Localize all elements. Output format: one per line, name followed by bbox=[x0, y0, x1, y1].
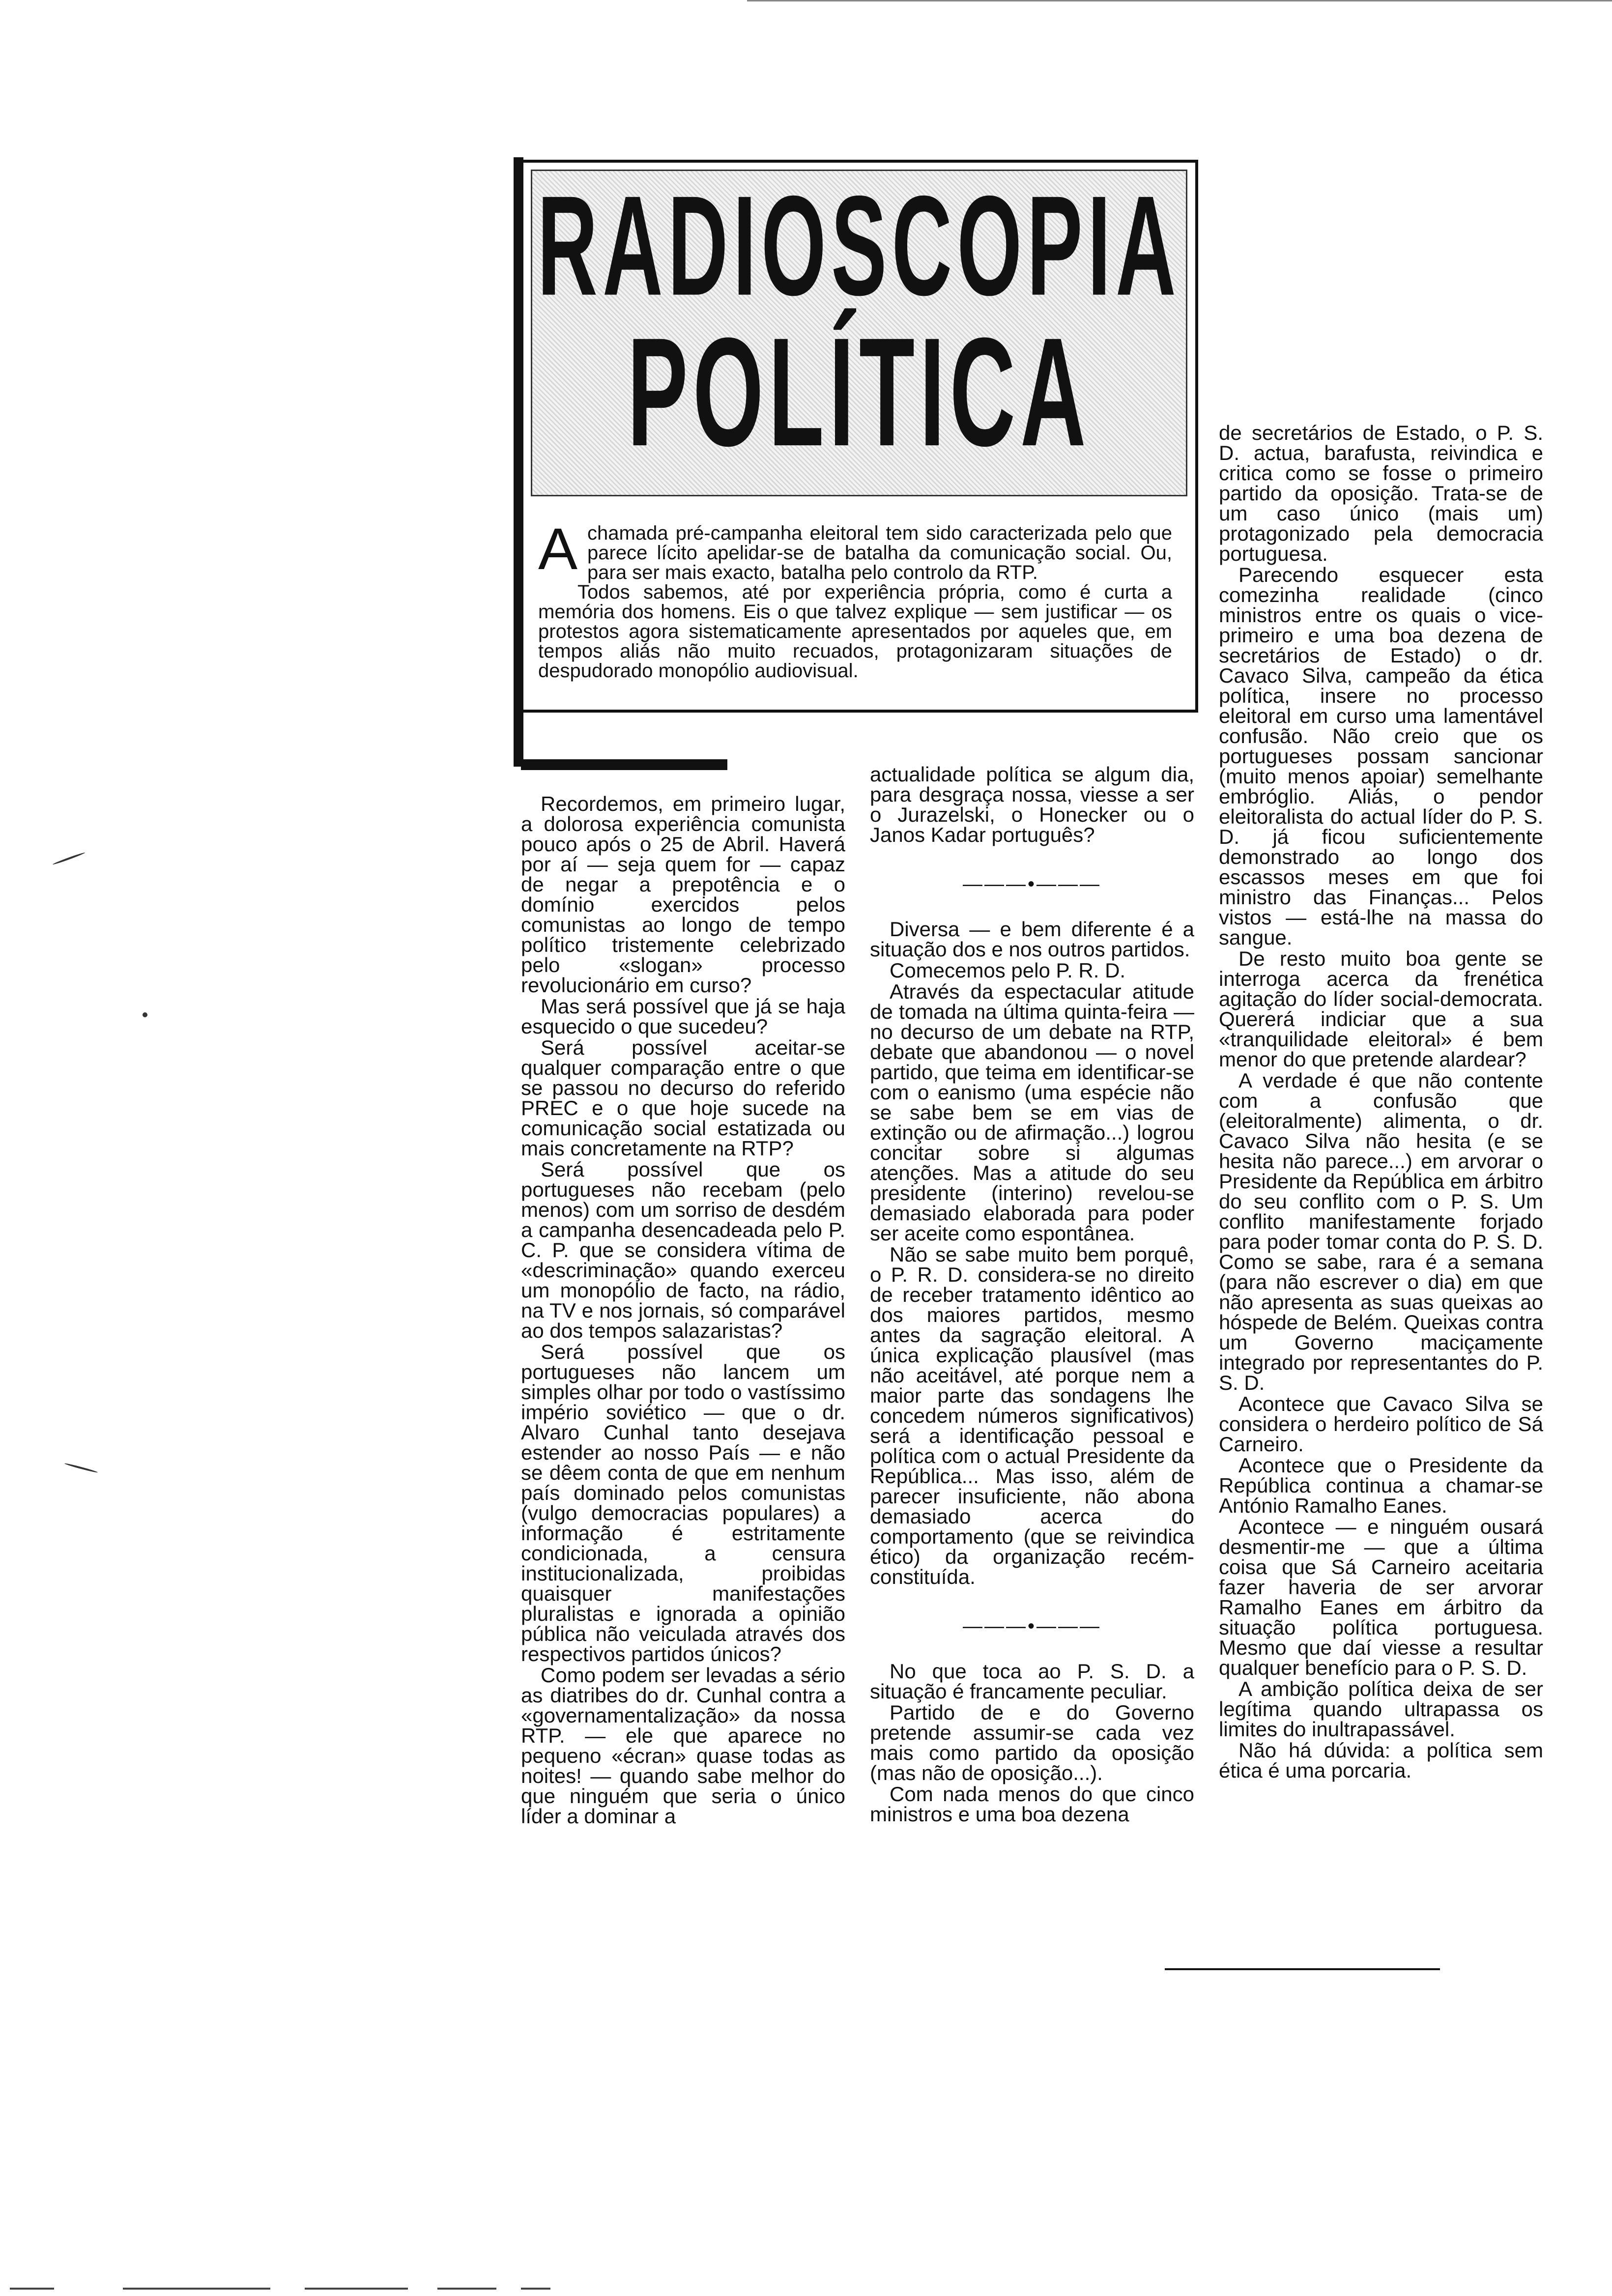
col1-paragraph: Será possível que os portugueses não recebam (pelo menos) com um sorriso de desdém a campanha desencadeada pelo P. C. P. que se considera vítima de «descriminação» quando exerceu um monopólio de facto, na rádio, na TV e nos jornais, só comparável ao dos tempos salazaristas? bbox=[521, 1158, 845, 1342]
col2-paragraph: Diversa — e bem diferente é a situação dos e nos outros partidos. bbox=[870, 918, 1194, 961]
col2-intro: actualidade política se algum dia, para desgraça nossa, viesse a ser o Jurazelski, o Honecker ou o Janos Kadar português? bbox=[870, 763, 1194, 846]
title-line-1: RADIOSCOPIA bbox=[537, 167, 1181, 326]
drop-cap: A bbox=[538, 516, 578, 582]
col2-paragraph: Não se sabe muito bem porquê, o P. R. D. considera-se no direito de receber tratamento idêntico ao dos maiores partidos, mesmo antes da sagração eleitoral. A única explicação plausível (mas não aceitável, até porque nem a maior parte das sondagens lhe concedem números significativos) será a identificação pessoal e política com o actual Presidente da República... Mas isso, além de parecer insuficiente, não abona demasiado acerca do comportamento (que se reivindica ético) da organização recém-constituída. bbox=[870, 1243, 1194, 1588]
separator-mark: ———•——— bbox=[962, 873, 1101, 895]
lead-paragraph bbox=[538, 516, 1172, 682]
section-rule bbox=[521, 759, 727, 770]
col3-paragraph: A verdade é que não contente com a confusão que (eleitoralmente) alimenta, o dr. Cavaco Silva não hesita (e se hesita não parece...) em arvorar o Presidente da República em árbitro do seu conflito com o P. S. Um conflito manifestamente forjado para poder tomar conta do P. S. D. Como se sabe, rara é a semana (para não escrever o dia) em que não apresenta as suas queixas ao hóspede de Belém. Queixas contra um Governo maciçamente integrado por representantes do P. S. D. bbox=[1219, 1069, 1543, 1394]
separator bbox=[870, 874, 1194, 894]
column-1 bbox=[521, 794, 845, 1826]
col3-paragraph: Acontece que o Presidente da República continua a chamar-se António Ramalho Eanes. bbox=[1219, 1454, 1543, 1517]
col3-paragraph: Acontece — e ninguém ousará desmentir-me — que a última coisa que Sá Carneiro aceitaria fazer haveria de ser arvorar Ramalho Eanes em árbitro da situação política portuguesa. Mesmo que daí viesse a resultar qualquer benefício para o P. S. D. bbox=[1219, 1515, 1543, 1679]
col2-paragraph: Partido de e do Governo pretende assumir-se cada vez mais como partido da oposição (mas não de oposição...). bbox=[870, 1701, 1194, 1784]
lead-p1: chamada pré-campanha eleitoral tem sido caracterizada pelo que parece lícito apelidar-se de batalha da comunicação social. Ou, para ser mais exacto, batalha pelo controlo da RTP. bbox=[587, 522, 1172, 583]
column-3 bbox=[1219, 423, 1543, 1780]
separator bbox=[870, 1616, 1194, 1636]
bottom-dash bbox=[521, 2288, 550, 2290]
col2-paragraph: Comecemos pelo P. R. D. bbox=[890, 959, 1126, 982]
col1-paragraph: Será possível aceitar-se qualquer comparação entre o que se passou no decurso do referido PREC e o que hoje sucede na comunicação social estatizada ou mais concretamente na RTP? bbox=[521, 1036, 845, 1160]
col3-paragraph: de secretários de Estado, o P. S. D. actua, barafusta, reivindica e critica como se fosse o primeiro partido da oposição. Trata-se de um caso único (mais um) protagonizado pela democracia portuguesa. bbox=[1219, 421, 1543, 565]
punch-mark bbox=[52, 852, 85, 865]
col3-paragraph: Acontece que Cavaco Silva se considera o herdeiro político de Sá Carneiro. bbox=[1219, 1392, 1543, 1456]
col3-paragraph: A ambição política deixa de ser legítima quando ultrapassa os limites do inultrapassável. bbox=[1219, 1677, 1543, 1741]
punch-mark bbox=[64, 1463, 98, 1473]
bottom-dash bbox=[10, 2288, 54, 2290]
column-bottom-rule bbox=[1165, 1968, 1440, 1970]
col2-paragraph: Através da espectacular atitude de tomada na última quinta-feira — no decurso de um debate na RTP, debate que abandonou — o novel partido, que teima em identificar-se com o eanismo (uma espécie não se sabe bem se em vias de extinção ou de afirmação...) logrou concitar sobre si algumas atenções. Mas a atitude do seu presidente (interino) revelou-se demasiado elaborada para poder ser aceite como espontânea. bbox=[870, 980, 1194, 1245]
top-edge-rule bbox=[747, 0, 1612, 1]
col1-paragraph: Mas será possível que já se haja esquecido o que sucedeu? bbox=[521, 995, 845, 1038]
col1-paragraph: Recordemos, em primeiro lugar, a dolorosa experiência comunista pouco após o 25 de Abril. Haverá por aí — seja quem for — capaz de negar a prepotência e o domínio exercidos pelos comunistas ao longo de tempo político tristemente celebrizado pelo «slogan» processo revolucionário em curso? bbox=[521, 792, 845, 997]
title-line-2: POLÍTICA bbox=[627, 306, 1091, 479]
bottom-dash bbox=[305, 2288, 408, 2290]
lead-p2: Todos sabemos, até por experiência própria, como é curta a memória dos homens. Eis o que talvez explique — sem justificar — os protestos agora sistematicamente apresentados por aqueles que, em tempos aliás não muito recuados, protagonizaram situações de despudorado monopólio audiovisual. bbox=[538, 581, 1172, 682]
bottom-dash bbox=[123, 2288, 270, 2290]
column-2 bbox=[870, 764, 1194, 1824]
col2-paragraph: No que toca ao P. S. D. a situação é francamente peculiar. bbox=[870, 1660, 1194, 1703]
col1-paragraph: Como podem ser levadas a sério as diatribes do dr. Cunhal contra a «governamentalização» da nossa RTP. — ele que aparece no pequeno «écran» quase todas as noites! — quando sabe melhor do que ninguém que seria o único líder a dominar a bbox=[521, 1664, 845, 1828]
col3-paragraph: Parecendo esquecer esta comezinha realidade (cinco ministros entre os quais o vice-primeiro e uma boa dezena de secretários de Estado) o dr. Cavaco Silva, campeão da ética política, insere no processo eleitoral em curso uma lamentável confusão. Não creio que os portugueses possam sancionar (muito menos apoiar) semelhante embróglio. Aliás, o pendor eleitoralista do actual líder do P. S. D. já ficou suficientemente demonstrado ao longo dos escassos meses em que foi ministro das Finanças... Pelos vistos — está-lhe na massa do sangue. bbox=[1219, 563, 1543, 949]
col3-paragraph: Não há dúvida: a política sem ética é uma porcaria. bbox=[1219, 1739, 1543, 1782]
col1-paragraph: Será possível que os portugueses não lancem um simples olhar por todo o vastíssimo império soviético — que o dr. Alvaro Cunhal tanto desejava estender ao nosso País — e não se dêem conta de que em nenhum país dominado pelos comunistas (vulgo democracias populares) a informação é estritamente condicionada, a censura institucionalizada, proibidas quaisquer manifestações pluralistas e ignorada a opinião pública não veiculada através dos respectivos partidos únicos? bbox=[521, 1340, 845, 1665]
bottom-dash bbox=[437, 2288, 496, 2290]
col2-paragraph: Com nada menos do que cinco ministros e uma boa dezena bbox=[870, 1782, 1194, 1826]
col3-paragraph: De resto muito boa gente se interroga acerca da frenética agitação do líder social-democrata. Quererá indiciar que a sua «tranquilidade eleitoral» é bem menor do que pretende alardear? bbox=[1219, 947, 1543, 1071]
separator-mark: ———•——— bbox=[962, 1615, 1101, 1637]
title-banner bbox=[531, 167, 1187, 496]
punch-mark bbox=[143, 1012, 147, 1017]
